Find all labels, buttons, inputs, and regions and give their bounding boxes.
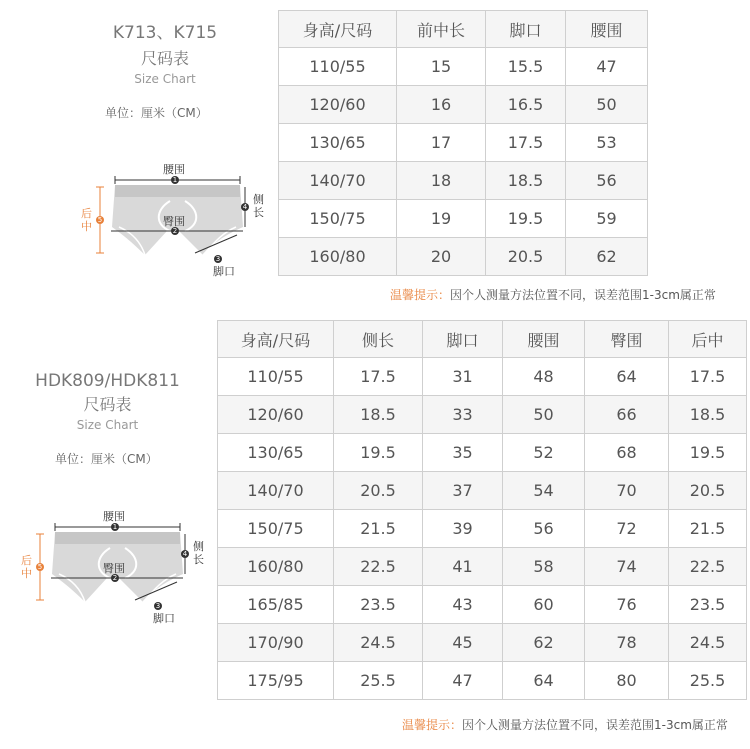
table-cell: 70 [585,472,669,510]
table-row [279,162,648,200]
table-cell: 50 [503,396,585,434]
table-cell: 23.5 [669,586,747,624]
table-cell: 175/95 [218,662,334,700]
note-label: 温馨提示： [390,288,451,302]
table-cell: 80 [585,662,669,700]
back-label: 后中 [81,207,92,233]
table-cell: 48 [503,358,585,396]
header-cell: 侧长 [334,321,423,358]
measure-number: 4 [182,550,188,558]
table-cell: 20 [397,238,486,276]
side-label: 侧长 [253,193,264,219]
table-cell: 47 [566,48,648,86]
table-cell: 22.5 [334,548,423,586]
table-row [218,434,747,472]
table-cell: 23.5 [334,586,423,624]
waist-label: 腰围 [163,163,185,176]
note [390,286,716,303]
header-cell: 身高/尺码 [279,11,397,48]
measure-number: 1 [112,523,118,531]
measure-number: 2 [112,574,118,582]
table-cell: 15.5 [486,48,566,86]
unit-label: 单位：厘米（CM） [105,106,208,120]
table-row [218,624,747,662]
table-row [279,238,648,276]
table-cell: 56 [503,510,585,548]
note-label: 温馨提示： [402,718,463,732]
leg-label: 脚口 [213,265,235,278]
table-cell: 33 [423,396,503,434]
measure-number: 4 [242,203,248,211]
table-cell: 130/65 [218,434,334,472]
leg-label: 脚口 [153,612,175,625]
table-cell: 120/60 [218,396,334,434]
header-cell: 前中长 [397,11,486,48]
section-2 [0,310,750,749]
table-cell: 18.5 [334,396,423,434]
table-cell: 25.5 [334,662,423,700]
table-cell: 19.5 [669,434,747,472]
size-table [278,10,648,276]
measure-number: 5 [37,563,43,571]
table-cell: 25.5 [669,662,747,700]
table-cell: 20.5 [334,472,423,510]
table-cell: 21.5 [334,510,423,548]
table-cell: 76 [585,586,669,624]
table-cell: 110/55 [279,48,397,86]
size-diagram [75,155,275,280]
table-cell: 150/75 [279,200,397,238]
table-cell: 130/65 [279,124,397,162]
table-cell: 78 [585,624,669,662]
note-text: 因个人测量方法位置不同，误差范围1-3cm属正常 [450,288,716,302]
measure-number: 3 [155,602,161,610]
table-cell: 16.5 [486,86,566,124]
header-cell: 后中 [669,321,747,358]
table-cell: 170/90 [218,624,334,662]
table-cell: 16 [397,86,486,124]
table-cell: 37 [423,472,503,510]
header-cell: 脚口 [486,11,566,48]
chart-title: 尺码表 [83,395,132,414]
table-cell: 47 [423,662,503,700]
table-cell: 15 [397,48,486,86]
hip-label: 臀围 [103,562,125,575]
table-cell: 17.5 [669,358,747,396]
measure-number: 1 [172,176,178,184]
table-cell: 19 [397,200,486,238]
measure-number: 3 [215,255,221,263]
side-label: 侧长 [193,540,204,566]
table-cell: 21.5 [669,510,747,548]
waist-label: 腰围 [103,510,125,523]
table-cell: 62 [566,238,648,276]
table-cell: 64 [585,358,669,396]
table-cell: 19.5 [334,434,423,472]
table-cell: 74 [585,548,669,586]
table-cell: 39 [423,510,503,548]
table-cell: 17.5 [334,358,423,396]
table-cell: 22.5 [669,548,747,586]
table-cell: 52 [503,434,585,472]
table-cell: 165/85 [218,586,334,624]
header-cell: 身高/尺码 [218,321,334,358]
table-row [218,548,747,586]
table-cell: 24.5 [334,624,423,662]
chart-subtitle: Size Chart [134,72,196,86]
measure-number: 2 [172,227,178,235]
table-cell: 140/70 [218,472,334,510]
table-cell: 58 [503,548,585,586]
header-cell: 脚口 [423,321,503,358]
table-cell: 140/70 [279,162,397,200]
section-1 [0,0,750,310]
header-cell: 腰围 [566,11,648,48]
table-cell: 41 [423,548,503,586]
table-row [279,200,648,238]
table-row [279,86,648,124]
header-cell: 臀围 [585,321,669,358]
table-row [279,124,648,162]
model-name: HDK809/HDK811 [35,371,180,391]
table-cell: 59 [566,200,648,238]
table-cell: 66 [585,396,669,434]
size-table [217,320,747,700]
table-cell: 160/80 [279,238,397,276]
table-cell: 54 [503,472,585,510]
table-cell: 24.5 [669,624,747,662]
table-cell: 64 [503,662,585,700]
table-cell: 43 [423,586,503,624]
unit-label: 单位：厘米（CM） [55,452,158,466]
table-cell: 18.5 [486,162,566,200]
table-cell: 50 [566,86,648,124]
table-row [218,472,747,510]
table-cell: 20.5 [669,472,747,510]
table-cell: 45 [423,624,503,662]
model-name: K713、K715 [112,23,218,43]
back-label: 后中 [21,554,32,580]
table-cell: 17.5 [486,124,566,162]
table-row [218,510,747,548]
table-cell: 62 [503,624,585,662]
table-cell: 150/75 [218,510,334,548]
table-cell: 31 [423,358,503,396]
table-cell: 68 [585,434,669,472]
measure-number: 5 [97,216,103,224]
table-cell: 72 [585,510,669,548]
table-cell: 18 [397,162,486,200]
table-cell: 35 [423,434,503,472]
table-cell: 19.5 [486,200,566,238]
chart-title: 尺码表 [140,49,189,68]
note [402,716,728,733]
table-cell: 160/80 [218,548,334,586]
table-cell: 18.5 [669,396,747,434]
table-row [218,662,747,700]
table-cell: 53 [566,124,648,162]
table-cell: 56 [566,162,648,200]
note-text: 因个人测量方法位置不同，误差范围1-3cm属正常 [462,718,728,732]
header-cell: 腰围 [503,321,585,358]
table-row [279,48,648,86]
table-row [218,358,747,396]
table-cell: 120/60 [279,86,397,124]
table-row [218,586,747,624]
size-diagram [15,502,215,627]
hip-label: 臀围 [163,215,185,228]
table-cell: 60 [503,586,585,624]
table-row [218,396,747,434]
table-cell: 17 [397,124,486,162]
table-cell: 20.5 [486,238,566,276]
table-cell: 110/55 [218,358,334,396]
chart-subtitle: Size Chart [76,418,139,432]
